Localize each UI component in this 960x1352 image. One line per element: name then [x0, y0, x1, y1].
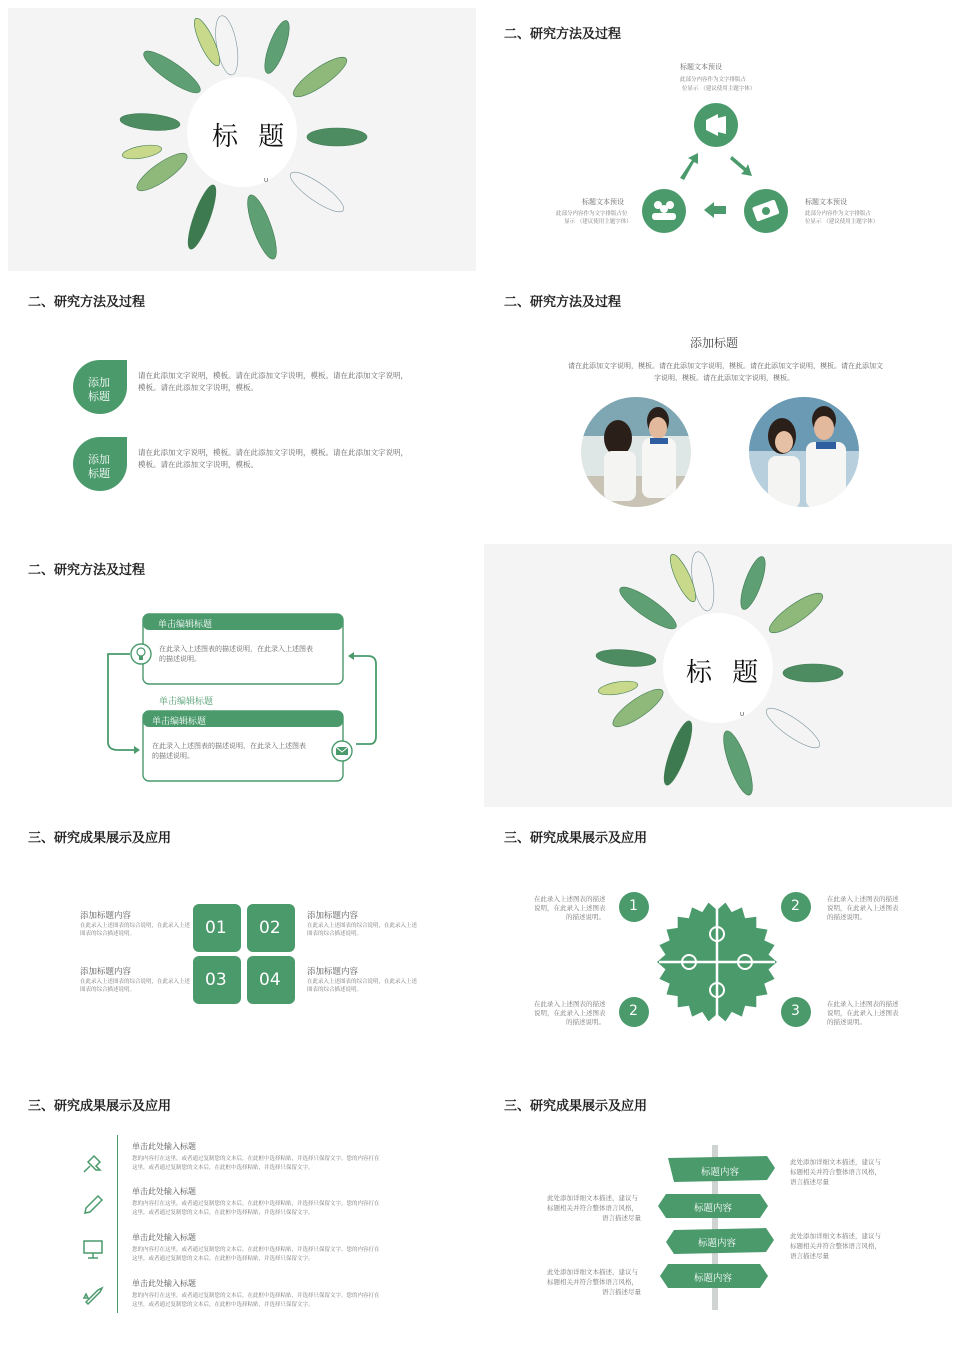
cycle-left-desc-2: 显示 （建议使用主题字体） [564, 219, 632, 225]
block-2-title: 添加标题内容 [307, 911, 359, 921]
tile-03-label: 03 [205, 970, 227, 990]
puzzle-text-3-l1: 在此录入上述图表的描述 [534, 1000, 606, 1008]
block-1-text-1: 在此录入上述图表的综合说明，在此录入上述 [80, 923, 191, 929]
list-item-4-text-1: 您的内容打在这里，或者通过复制您的文本后，在此框中选择粘贴，并选择只保留文字。您的内容打在 [132, 1293, 380, 1299]
block-3-text-2: 图表的综合描述说明。 [80, 987, 136, 993]
slide-heading: 三、研究成果展示及应用 [504, 831, 648, 846]
slide-puzzle[interactable] [484, 812, 952, 1075]
item-1-text-2: 模板。请在此添加文字说明，模板。 [138, 383, 258, 392]
cover-mark: ᵁ [264, 178, 269, 188]
cycle-diagram [484, 8, 952, 271]
cover-mark: ᵁ [740, 712, 745, 722]
slide-add-title-list[interactable] [8, 276, 476, 539]
puzzle-num-3: 2 [629, 1003, 638, 1019]
left-desc-1-l1: 此处添加详细文本描述，建议与 [547, 1194, 638, 1202]
block-2-text-1: 在此录入上述图表的综合说明，在此录入上述 [307, 923, 418, 929]
right-desc-1-l2: 标题相关并符合整体语言风格， [790, 1168, 881, 1176]
box-1-title: 单击编辑标题 [158, 620, 213, 630]
slide-signpost[interactable] [484, 1080, 952, 1343]
puzzle-gear [484, 812, 952, 1075]
list-item-4-title: 单击此处输入标题 [132, 1279, 196, 1288]
box-1-text-1: 在此录入上述图表的描述说明，在此录入上述图表 [159, 645, 313, 653]
list-item-2-text-1: 您的内容打在这里，或者通过复制您的文本后，在此框中选择粘贴，并选择只保留文字。您的内容打在 [132, 1201, 380, 1207]
block-3-text-1: 在此录入上述图表的综合说明，在此录入上述 [80, 979, 191, 985]
right-desc-1-l3: 语言描述尽量 [790, 1178, 829, 1186]
item-2-text-2: 模板。请在此添加文字说明，模板。 [138, 460, 258, 469]
block-3-title: 添加标题内容 [80, 967, 132, 977]
photos-text-1: 请在此添加文字说明，模板。请在此添加文字说明，模板。请在此添加文字说明，模板。请在此添加文 [568, 362, 883, 370]
puzzle-num-4: 3 [791, 1003, 800, 1019]
box-2-title: 单击编辑标题 [152, 717, 207, 727]
leaf-badge-1-label-1: 添加 [88, 376, 110, 389]
puzzle-text-1-l2: 说明，在此录入上述图表 [534, 904, 606, 912]
leaf-badge-1-label-2: 标题 [88, 390, 110, 403]
list-item-1-text-2: 这里，或者通过复制您的文本后，在此框中选择粘贴，并选择只保留文字。 [132, 1165, 314, 1171]
lightbulb-icon [131, 644, 151, 664]
list-item-2-text-2: 这里，或者通过复制您的文本后，在此框中选择粘贴，并选择只保留文字。 [132, 1210, 314, 1216]
slide-heading: 二、研究方法及过程 [504, 295, 622, 310]
left-desc-1-l3: 语言描述尽量 [602, 1214, 641, 1222]
list-item-3-title: 单击此处输入标题 [132, 1233, 196, 1242]
list-item-4-text-2: 这里，或者通过复制您的文本后，在此框中选择粘贴，并选择只保留文字。 [132, 1302, 314, 1308]
block-1-title: 添加标题内容 [80, 911, 132, 921]
slide-heading: 二、研究方法及过程 [504, 27, 622, 42]
leaf-badge-2-label-1: 添加 [88, 453, 110, 466]
item-2-text-1: 请在此添加文字说明，模板。请在此添加文字说明，模板。请在此添加文字说明， [138, 448, 408, 457]
pin-icon [84, 1156, 100, 1172]
block-2-text-2: 图表的综合描述说明。 [307, 931, 363, 937]
slide-icon-list[interactable] [8, 1080, 476, 1343]
item-1-text-1: 请在此添加文字说明，模板。请在此添加文字说明，模板。请在此添加文字说明， [138, 371, 408, 380]
slide-heading: 三、研究成果展示及应用 [28, 831, 172, 846]
puzzle-num-2: 2 [791, 898, 800, 914]
list-item-3-text-2: 这里，或者通过复制您的文本后，在此框中选择粘贴，并选择只保留文字。 [132, 1256, 314, 1262]
box-2-text-1: 在此录入上述图表的描述说明，在此录入上述图表 [152, 742, 306, 750]
puzzle-num-1: 1 [629, 898, 638, 914]
cycle-right-title: 标题文本预设 [805, 198, 847, 206]
cycle-top-desc-1: 此部分内容作为文字排版占 [680, 77, 747, 83]
slide-tiles[interactable] [8, 812, 476, 1075]
right-desc-2-l1: 此处添加详细文本描述，建议与 [790, 1232, 881, 1240]
box-1-text-2: 的描述说明。 [159, 655, 201, 663]
list-item-3-text-1: 您的内容打在这里，或者通过复制您的文本后，在此框中选择粘贴，并选择只保留文字。您的内容打在 [132, 1247, 380, 1253]
list-item-1-title: 单击此处输入标题 [132, 1142, 196, 1151]
puzzle-text-4-l3: 的描述说明。 [827, 1018, 866, 1026]
cycle-top-title: 标题文本预设 [680, 63, 722, 71]
puzzle-text-2-l1: 在此录入上述图表的描述 [827, 895, 899, 903]
sign-2-label: 标题内容 [694, 1203, 733, 1214]
photos-title: 添加标题 [690, 336, 739, 350]
cover-title: 标 题 [686, 658, 765, 688]
pencil-icon [85, 1196, 102, 1213]
slide-photos[interactable] [484, 276, 952, 539]
slide-heading: 三、研究成果展示及应用 [28, 1099, 172, 1114]
couple-photo-1 [580, 396, 692, 508]
left-desc-2-l1: 此处添加详细文本描述，建议与 [547, 1268, 638, 1276]
puzzle-text-3-l2: 说明，在此录入上述图表 [534, 1009, 606, 1017]
block-4-text-1: 在此录入上述图表的综合说明，在此录入上述 [307, 979, 418, 985]
sign-1-label: 标题内容 [701, 1167, 740, 1178]
puzzle-text-1-l3: 的描述说明。 [566, 913, 605, 921]
loop-diagram [8, 544, 476, 807]
cycle-right-desc-2: 位显示 （建议使用主题字体） [805, 219, 879, 225]
slide-heading: 二、研究方法及过程 [28, 563, 146, 578]
tile-02-label: 02 [259, 918, 281, 938]
box-2-text-2: 的描述说明。 [152, 752, 194, 760]
slide-heading: 三、研究成果展示及应用 [504, 1099, 648, 1114]
tile-01-label: 01 [205, 918, 227, 938]
puzzle-text-4-l2: 说明，在此录入上述图表 [827, 1009, 899, 1017]
puzzle-text-1-l1: 在此录入上述图表的描述 [534, 895, 606, 903]
right-desc-2-l2: 标题相关并符合整体语言风格， [790, 1242, 881, 1250]
list-item-1-text-1: 您的内容打在这里，或者通过复制您的文本后，在此框中选择粘贴，并选择只保留文字。您的内容打在 [132, 1156, 380, 1162]
puzzle-text-2-l3: 的描述说明。 [827, 913, 866, 921]
block-4-text-2: 图表的综合描述说明。 [307, 987, 363, 993]
middle-label: 单击编辑标题 [159, 697, 214, 707]
envelope-icon [332, 741, 352, 761]
list-item-2-title: 单击此处输入标题 [132, 1187, 196, 1196]
slide-heading: 二、研究方法及过程 [28, 295, 146, 310]
left-desc-2-l3: 语言描述尽量 [602, 1288, 641, 1296]
cover-title: 标 题 [212, 122, 291, 152]
monitor-icon [84, 1241, 102, 1258]
tile-04-label: 04 [259, 970, 281, 990]
slide-cycle[interactable] [484, 8, 952, 271]
cycle-right-desc-1: 此部分内容作为文字排版占 [805, 211, 872, 217]
photos-text-2: 字说明，模板。请在此添加文字说明，模板。 [654, 374, 794, 382]
block-1-text-2: 图表的综合描述说明。 [80, 931, 136, 937]
cycle-left-desc-1: 此部分内容作为文字排版占位 [556, 211, 628, 217]
puzzle-text-3-l3: 的描述说明。 [566, 1018, 605, 1026]
cycle-left-title: 标题文本预设 [582, 198, 624, 206]
left-desc-1-l2: 标题相关并符合整体语言风格， [547, 1204, 638, 1212]
sign-4-label: 标题内容 [694, 1273, 733, 1284]
slide-loop-boxes[interactable] [8, 544, 476, 807]
cycle-top-desc-2: 位显示 （建议使用主题字体） [682, 86, 756, 92]
leaf-badge-2-label-2: 标题 [88, 467, 110, 480]
slide-cover-1[interactable] [8, 8, 476, 271]
right-desc-2-l3: 语言描述尽量 [790, 1252, 829, 1260]
right-desc-1-l1: 此处添加详细文本描述，建议与 [790, 1158, 881, 1166]
block-4-title: 添加标题内容 [307, 967, 359, 977]
couple-photo-2 [748, 396, 860, 508]
left-desc-2-l2: 标题相关并符合整体语言风格， [547, 1278, 638, 1286]
puzzle-text-2-l2: 说明，在此录入上述图表 [827, 904, 899, 912]
sign-3-label: 标题内容 [698, 1238, 737, 1249]
puzzle-text-4-l1: 在此录入上述图表的描述 [827, 1000, 899, 1008]
rocket-icon [84, 1288, 102, 1304]
slide-cover-2[interactable] [484, 544, 952, 807]
